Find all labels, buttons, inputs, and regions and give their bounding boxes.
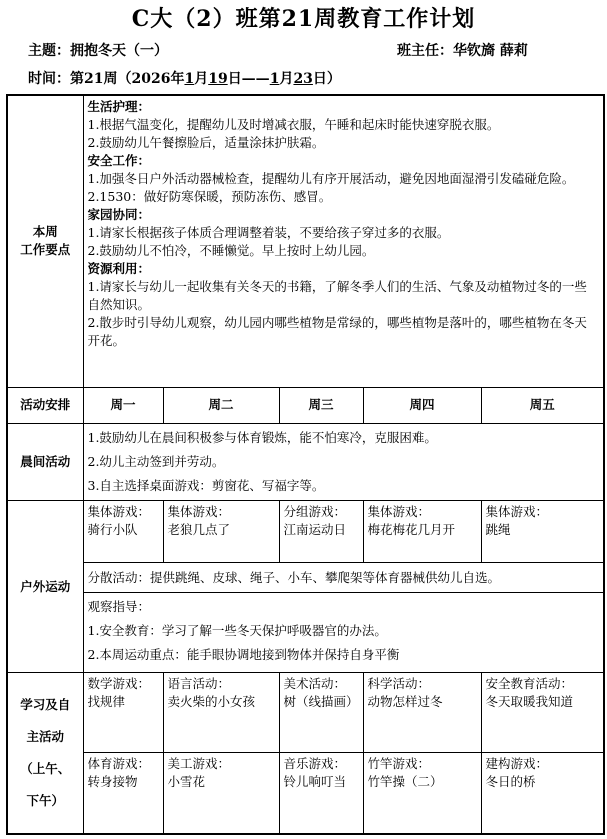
work-points-label [7,95,83,387]
game-type: 分组游戏： [283,504,347,520]
section-line: 1.加强冬日户外活动器械检查，提醒幼儿有序开展活动，避免因地面湿滑引发磕碰危险。 [87,171,575,186]
outdoor-observe [83,593,604,673]
activity-type: 建构游戏： [485,756,549,772]
activity-type: 美术活动： [283,676,347,692]
outdoor-observe-row [7,593,604,673]
game-name: 梅花梅花几月开 [367,522,456,538]
time-text: 月 [194,71,209,87]
outdoor-label: 户外运动 [7,501,83,673]
time-text: 日） [312,71,341,87]
learning-cell [279,673,363,753]
activity-type: 数学游戏： [87,676,151,692]
learning-cell [83,673,163,753]
activity-name: 铃儿响叮当 [283,774,347,790]
outdoor-scattered-row [7,563,604,593]
learning-cell [279,753,363,834]
section-line: 1.根据气温变化，提醒幼儿及时增减衣服，午睡和起床时能快速穿脱衣服。 [87,117,500,132]
work-points-content [83,95,604,387]
learning-cell [363,753,481,834]
morning-content [83,423,604,500]
outdoor-game-cell [279,501,363,563]
observe-line: 1.安全教育：学习了解一些冬天保护呼吸器官的办法。 [87,623,387,639]
outdoor-game-cell [481,501,604,563]
activity-name: 竹竿操（二） [367,774,443,790]
label-line: 工作要点 [20,242,71,258]
game-type: 集体游戏： [87,504,151,520]
section-line: 2.散步时引导幼儿观察，幼儿园内哪些植物是常绿的，哪些植物是落叶的，哪些植物在冬天开花。 [87,315,587,348]
day-header: 周五 [481,387,604,423]
learning-row-1 [7,673,604,753]
activity-type: 音乐游戏： [283,756,347,772]
label-line: （上午、 [20,761,71,777]
day-header: 周四 [363,387,481,423]
time-text: 月 [279,71,294,87]
end-day: 23 [293,71,313,87]
label-line: 学习及自 [20,697,71,713]
section-line: 1.请家长与幼儿一起收集有关冬天的书籍，了解冬季人们的生活、气象及动植物过冬的一些自然知识。 [87,279,587,312]
schedule-header-row [7,387,604,423]
learning-cell [163,753,279,834]
observe-title: 观察指导： [87,599,151,615]
morning-line: 1.鼓励幼儿在晨间积极参与体育锻炼，能不怕寒冷，克服困难。 [87,429,437,445]
morning-row [7,423,604,500]
observe-line: 2.本周运动重点：能手眼协调地接到物体并保持自身平衡 [87,647,400,663]
section-line: 2.鼓励幼儿不怕冷，不睡懒觉。早上按时上幼儿园。 [87,243,375,258]
day-header: 周三 [279,387,363,423]
learning-cell [481,753,604,834]
game-type: 集体游戏： [367,504,431,520]
time-prefix: 时间：第21周（2026年 [28,71,185,87]
learning-cell [363,673,481,753]
learning-cell [163,673,279,753]
page-title: C大（2）班第21周教育工作计划 [131,6,476,32]
learning-cell [83,753,163,834]
morning-line: 2.幼儿主动签到并劳动。 [87,453,225,469]
outdoor-game-cell [83,501,163,563]
schedule-label: 活动安排 [7,387,83,423]
section-title: 安全工作： [87,153,151,168]
time-line [28,68,341,88]
morning-label: 晨间活动 [7,423,83,500]
game-name: 老狼几点了 [167,522,231,538]
outdoor-scattered: 分散活动：提供跳绳、皮球、绳子、小车、攀爬架等体育器械供幼儿自选。 [83,563,604,593]
work-points-row [7,95,604,387]
label-line: 本周 [32,224,58,240]
activity-name: 冬天取暖我知道 [485,694,574,710]
day-header: 周二 [163,387,279,423]
section-title: 资源利用： [87,261,151,276]
activity-name: 动物怎样过冬 [367,694,443,710]
section-line: 2.鼓励幼儿午餐擦脸后，适量涂抹护肤霜。 [87,135,325,150]
plan-table [6,94,605,835]
activity-name: 树（线描画） [283,694,359,710]
section-line: 2.1530：做好防寒保暖，预防冻伤、感冒。 [87,189,332,204]
day-header: 周一 [83,387,163,423]
game-name: 跳绳 [485,522,511,538]
start-month: 1 [184,71,195,87]
outdoor-game-cell [163,501,279,563]
activity-type: 竹竿游戏： [367,756,431,772]
activity-type: 科学活动： [367,676,431,692]
activity-name: 找规律 [87,694,126,710]
game-name: 江南运动日 [283,522,347,538]
activity-name: 转身接物 [87,774,138,790]
game-name: 骑行小队 [87,522,138,538]
theme-label: 主题：拥抱冬天（一） [28,43,168,59]
activity-name: 卖火柴的小女孩 [167,694,256,710]
teacher-label: 班主任：华钦旖 薛莉 [397,43,528,59]
time-text: 日—— [227,71,270,87]
outdoor-game-cell [363,501,481,563]
outdoor-games-row [7,501,604,563]
activity-type: 安全教育活动： [485,676,574,692]
learning-cell [481,673,604,753]
learning-row-2 [7,753,604,834]
label-line: 下午） [26,793,64,809]
end-month: 1 [269,71,280,87]
activity-name: 小雪花 [167,774,206,790]
activity-type: 体育游戏： [87,756,151,772]
morning-line: 3.自主选择桌面游戏：剪窗花、写福字等。 [87,477,325,493]
section-line: 1.请家长根据孩子体质合理调整着装，不要给孩子穿过多的衣服。 [87,225,450,240]
section-title: 生活护理： [87,99,151,114]
game-type: 集体游戏： [167,504,231,520]
section-title: 家园协同： [87,207,151,222]
activity-type: 美工游戏： [167,756,231,772]
start-day: 19 [208,71,228,87]
learning-label [7,673,83,834]
activity-name: 冬日的桥 [485,774,536,790]
game-type: 集体游戏： [485,504,549,520]
activity-type: 语言活动： [167,676,231,692]
label-line: 主活动 [26,729,64,745]
